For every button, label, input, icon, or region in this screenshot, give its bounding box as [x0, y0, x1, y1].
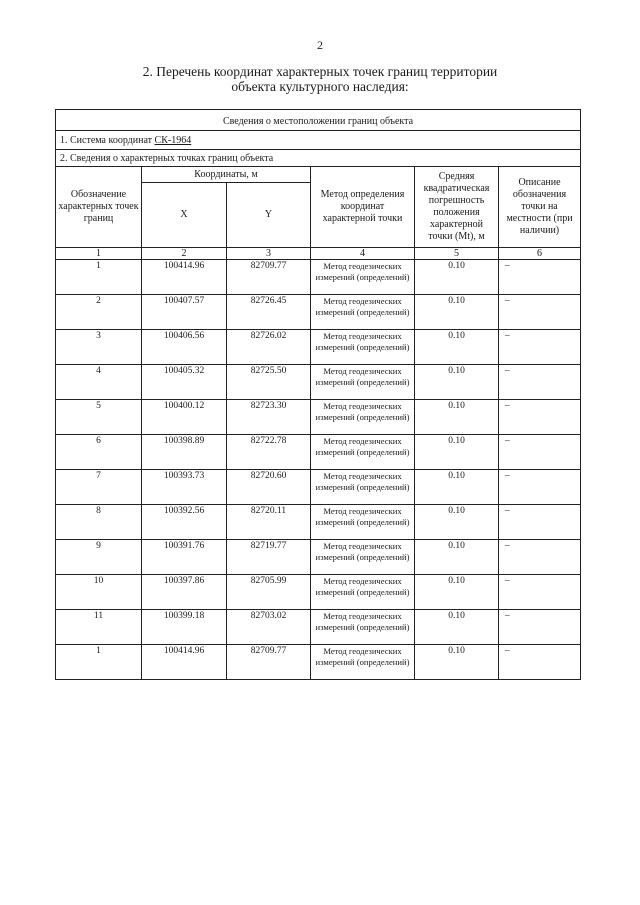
- column-number: 5: [415, 248, 499, 260]
- cell-description: –: [499, 610, 581, 645]
- cell-description: –: [499, 260, 581, 295]
- cell-error: 0.10: [415, 505, 499, 540]
- cell-point-number: 5: [56, 400, 142, 435]
- table-title: Сведения о местоположении границ объекта: [56, 110, 581, 131]
- coordinates-table: [55, 109, 581, 680]
- table-row: [56, 435, 581, 470]
- header-coordinates: Координаты, м: [142, 167, 311, 183]
- header-description: Описание обозначения точки на местности (при наличии): [499, 167, 581, 248]
- cell-point-number: 1: [56, 260, 142, 295]
- cell-coord-y: 82709.77: [227, 645, 311, 680]
- cell-description: –: [499, 365, 581, 400]
- cell-method: Метод геодезических измерений (определений): [311, 610, 415, 645]
- cell-error: 0.10: [415, 610, 499, 645]
- table-row: [56, 470, 581, 505]
- cell-method: Метод геодезических измерений (определений): [311, 330, 415, 365]
- cell-error: 0.10: [415, 260, 499, 295]
- cell-error: 0.10: [415, 540, 499, 575]
- page-number: 2: [317, 38, 323, 52]
- column-number: 6: [499, 248, 581, 260]
- cell-description: –: [499, 295, 581, 330]
- cell-description: –: [499, 575, 581, 610]
- header-method: Метод определения координат характерной точки: [311, 167, 415, 248]
- cell-method: Метод геодезических измерений (определений): [311, 295, 415, 330]
- cell-error: 0.10: [415, 295, 499, 330]
- cell-point-number: 3: [56, 330, 142, 365]
- cell-point-number: 4: [56, 365, 142, 400]
- cell-description: –: [499, 645, 581, 680]
- header-x: X: [142, 183, 227, 248]
- table-row: [56, 575, 581, 610]
- cell-method: Метод геодезических измерений (определений): [311, 540, 415, 575]
- cell-error: 0.10: [415, 575, 499, 610]
- cell-point-number: 8: [56, 505, 142, 540]
- cell-description: –: [499, 540, 581, 575]
- cell-coord-y: 82723.30: [227, 400, 311, 435]
- cell-error: 0.10: [415, 330, 499, 365]
- cell-coord-x: 100397.86: [142, 575, 227, 610]
- cell-coord-x: 100405.32: [142, 365, 227, 400]
- cell-description: –: [499, 330, 581, 365]
- cell-coord-y: 82725.50: [227, 365, 311, 400]
- cell-coord-x: 100407.57: [142, 295, 227, 330]
- header-error: Средняя квадратическая погрешность положения характерной точки (Мt), м: [415, 167, 499, 248]
- coordinate-system-value: СК-1964: [154, 134, 192, 146]
- cell-point-number: 11: [56, 610, 142, 645]
- cell-coord-y: 82705.99: [227, 575, 311, 610]
- header-y: Y: [227, 183, 311, 248]
- table-row: [56, 330, 581, 365]
- table-row: [56, 260, 581, 295]
- cell-error: 0.10: [415, 470, 499, 505]
- cell-method: Метод геодезических измерений (определений): [311, 505, 415, 540]
- coordinate-system-row: [56, 131, 581, 150]
- column-number: 2: [142, 248, 227, 260]
- column-number-row: [56, 248, 581, 260]
- cell-coord-x: 100391.76: [142, 540, 227, 575]
- cell-method: Метод геодезических измерений (определений): [311, 470, 415, 505]
- column-number: 3: [227, 248, 311, 260]
- cell-coord-y: 82722.78: [227, 435, 311, 470]
- table-row: [56, 645, 581, 680]
- cell-description: –: [499, 400, 581, 435]
- cell-method: Метод геодезических измерений (определений): [311, 365, 415, 400]
- cell-method: Метод геодезических измерений (определений): [311, 575, 415, 610]
- cell-method: Метод геодезических измерений (определений): [311, 645, 415, 680]
- cell-coord-y: 82726.02: [227, 330, 311, 365]
- table-row: [56, 295, 581, 330]
- cell-method: Метод геодезических измерений (определений): [311, 435, 415, 470]
- cell-point-number: 6: [56, 435, 142, 470]
- cell-coord-x: 100398.89: [142, 435, 227, 470]
- heading-line-1: 2. Перечень координат характерных точек границ территории: [142, 64, 498, 79]
- cell-coord-y: 82709.77: [227, 260, 311, 295]
- heading-line-2: объекта культурного наследия:: [231, 79, 409, 94]
- points-info-row: 2. Сведения о характерных точках границ объекта: [56, 150, 581, 167]
- cell-description: –: [499, 470, 581, 505]
- cell-point-number: 9: [56, 540, 142, 575]
- table-row: [56, 400, 581, 435]
- cell-coord-x: 100399.18: [142, 610, 227, 645]
- cell-coord-x: 100414.96: [142, 260, 227, 295]
- coordinate-system-label: 1. Система координат: [60, 134, 155, 146]
- cell-description: –: [499, 435, 581, 470]
- cell-error: 0.10: [415, 400, 499, 435]
- cell-error: 0.10: [415, 365, 499, 400]
- cell-coord-x: 100393.73: [142, 470, 227, 505]
- table-row: [56, 540, 581, 575]
- column-number: 1: [56, 248, 142, 260]
- table-row: [56, 365, 581, 400]
- cell-method: Метод геодезических измерений (определений): [311, 260, 415, 295]
- cell-point-number: 10: [56, 575, 142, 610]
- cell-point-number: 2: [56, 295, 142, 330]
- cell-error: 0.10: [415, 645, 499, 680]
- document-heading: [100, 64, 540, 94]
- cell-coord-x: 100400.12: [142, 400, 227, 435]
- cell-coord-y: 82703.02: [227, 610, 311, 645]
- cell-coord-x: 100414.96: [142, 645, 227, 680]
- header-designation: Обозначение характерных точек границ: [56, 167, 142, 248]
- cell-coord-x: 100392.56: [142, 505, 227, 540]
- cell-coord-y: 82719.77: [227, 540, 311, 575]
- cell-error: 0.10: [415, 435, 499, 470]
- cell-method: Метод геодезических измерений (определений): [311, 400, 415, 435]
- cell-coord-y: 82726.45: [227, 295, 311, 330]
- cell-point-number: 7: [56, 470, 142, 505]
- column-number: 4: [311, 248, 415, 260]
- cell-coord-y: 82720.11: [227, 505, 311, 540]
- table-row: [56, 610, 581, 645]
- cell-description: –: [499, 505, 581, 540]
- cell-point-number: 1: [56, 645, 142, 680]
- table-row: [56, 505, 581, 540]
- cell-coord-y: 82720.60: [227, 470, 311, 505]
- cell-coord-x: 100406.56: [142, 330, 227, 365]
